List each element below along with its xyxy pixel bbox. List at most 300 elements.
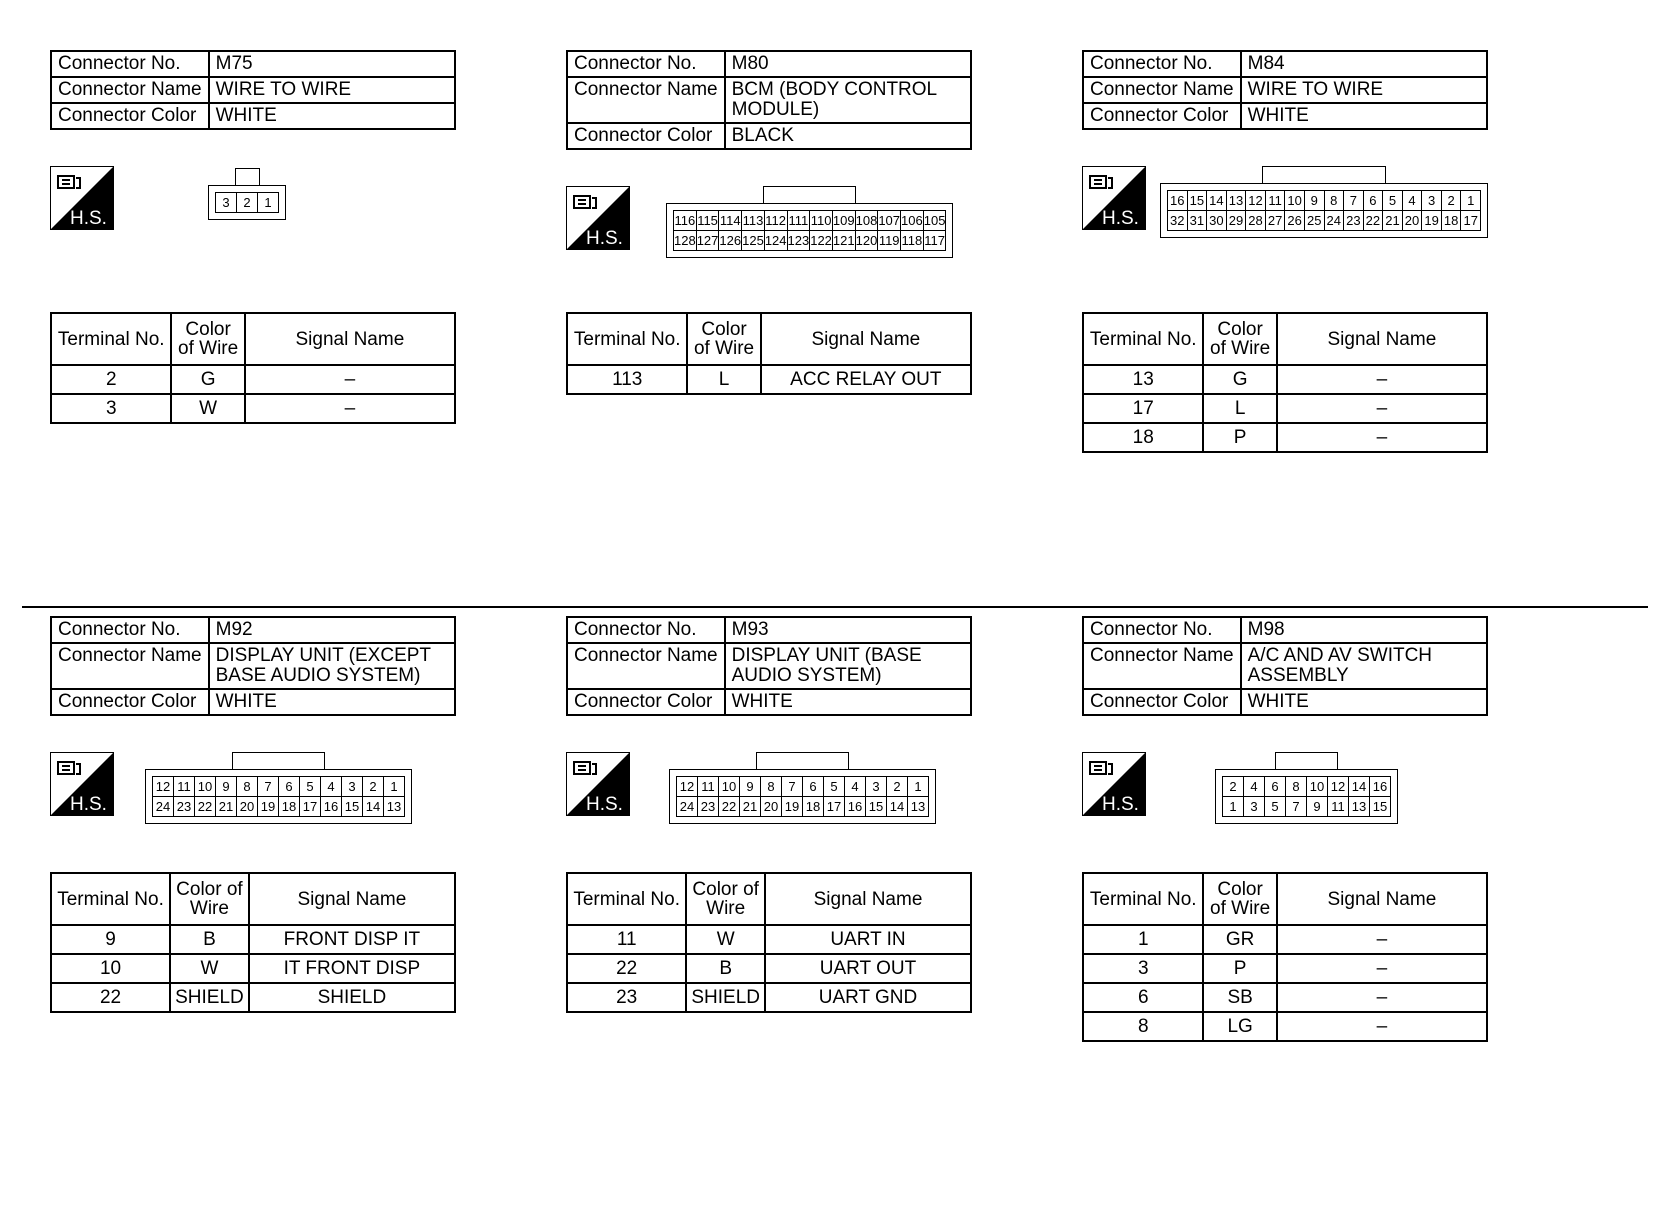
connector-color-row: [51, 103, 455, 129]
terminal-table: [1082, 312, 1488, 453]
connector-lock-tab: [756, 752, 849, 769]
wire-color-cell: SHIELD: [170, 983, 249, 1012]
pin-4: 4: [845, 777, 866, 797]
connector-color-label: Connector Color: [51, 103, 209, 129]
connector-name-row: [1083, 643, 1487, 689]
signal-name-cell: UART GND: [765, 983, 971, 1012]
connector-color-label: Connector Color: [567, 123, 725, 149]
pin-121: 121: [832, 231, 855, 251]
wire-color-cell: W: [170, 954, 249, 983]
terminal-no-cell: 17: [1083, 394, 1203, 423]
pin-row: [1168, 191, 1481, 211]
pin-12: 12: [677, 777, 698, 797]
connector-no-row: [1083, 51, 1487, 77]
connector-no-row: [567, 51, 971, 77]
pin-4: 4: [321, 777, 342, 797]
pin-12: 12: [1246, 191, 1266, 211]
signal-name-cell: –: [245, 365, 455, 394]
pin-23: 23: [174, 797, 195, 817]
connector-color-label: Connector Color: [1083, 103, 1241, 129]
connector-name-label: Connector Name: [51, 77, 209, 103]
signal-name-header: Signal Name: [245, 313, 455, 365]
signal-name-cell: IT FRONT DISP: [249, 954, 455, 983]
pin-108: 108: [855, 211, 878, 231]
pin-7: 7: [782, 777, 803, 797]
pin-32: 32: [1168, 211, 1188, 231]
terminal-header-row: [567, 313, 971, 365]
terminal-row: [51, 983, 455, 1012]
signal-name-header: Signal Name: [1277, 313, 1487, 365]
connector-color-row: [567, 123, 971, 149]
terminal-no-cell: 3: [51, 394, 171, 423]
terminal-no-cell: 22: [51, 983, 170, 1012]
harness-side-icon: [50, 166, 114, 230]
terminal-row: [567, 983, 971, 1012]
terminal-table: [50, 872, 456, 1013]
pin-15: 15: [342, 797, 363, 817]
wire-color-cell: P: [1203, 954, 1276, 983]
pin-2: 2: [887, 777, 908, 797]
connector-lock-tab: [232, 752, 325, 769]
pin-11: 11: [1265, 191, 1285, 211]
pin-3: 3: [1244, 797, 1265, 817]
svg-text:H.S.: H.S.: [586, 228, 623, 249]
pin-16: 16: [845, 797, 866, 817]
connector-color-row: [1083, 689, 1487, 715]
pin-row: [1168, 211, 1481, 231]
harness-side-icon: [1082, 166, 1146, 230]
terminal-no-cell: 8: [1083, 1012, 1203, 1041]
connector-color-label: Connector Color: [567, 689, 725, 715]
pin-126: 126: [719, 231, 742, 251]
connector-info-table: [1082, 50, 1488, 130]
pin-18: 18: [279, 797, 300, 817]
pin-112: 112: [764, 211, 787, 231]
pin-2: 2: [1223, 777, 1244, 797]
pin-107: 107: [878, 211, 901, 231]
terminal-no-header: Terminal No.: [567, 873, 686, 925]
pin-21: 21: [740, 797, 761, 817]
pin-7: 7: [258, 777, 279, 797]
terminal-no-header: Terminal No.: [51, 313, 171, 365]
pin-24: 24: [153, 797, 174, 817]
connector-name-label: Connector Name: [567, 77, 725, 123]
connector-info-table: [50, 616, 456, 716]
pin-6: 6: [803, 777, 824, 797]
pin-119: 119: [878, 231, 901, 251]
pin-8: 8: [1286, 777, 1307, 797]
wire-color-cell: L: [687, 365, 760, 394]
connector-diagram: [1160, 166, 1488, 238]
pin-127: 127: [696, 231, 719, 251]
connector-color-row: [1083, 103, 1487, 129]
signal-name-cell: –: [1277, 365, 1487, 394]
pin-14: 14: [887, 797, 908, 817]
pin-row: [677, 797, 929, 817]
pin-9: 9: [1307, 797, 1328, 817]
pin-15: 15: [1370, 797, 1391, 817]
pin-5: 5: [1265, 797, 1286, 817]
connector-no-value: M92: [209, 617, 455, 643]
connector-name-row: [567, 643, 971, 689]
connector-name-row: [51, 643, 455, 689]
connector-name-row: [567, 77, 971, 123]
pin-7: 7: [1344, 191, 1364, 211]
pin-110: 110: [810, 211, 833, 231]
pin-19: 19: [1422, 211, 1442, 231]
terminal-no-cell: 3: [1083, 954, 1203, 983]
signal-name-cell: –: [1277, 925, 1487, 954]
svg-text:H.S.: H.S.: [1102, 208, 1139, 229]
terminal-no-header: Terminal No.: [1083, 873, 1203, 925]
terminal-no-cell: 2: [51, 365, 171, 394]
signal-name-cell: ACC RELAY OUT: [761, 365, 971, 394]
connector-no-value: M93: [725, 617, 971, 643]
pin-17: 17: [824, 797, 845, 817]
pin-grid: [152, 776, 405, 817]
pin-row: [153, 797, 405, 817]
pin-10: 10: [195, 777, 216, 797]
pin-4: 4: [1402, 191, 1422, 211]
color-of-wire-header: Color of Wire: [686, 873, 765, 925]
wire-color-cell: G: [171, 365, 244, 394]
signal-name-cell: –: [1277, 1012, 1487, 1041]
connector-block-m84: [1082, 50, 1488, 448]
pin-10: 10: [1285, 191, 1305, 211]
pin-10: 10: [1307, 777, 1328, 797]
connector-no-label: Connector No.: [51, 617, 209, 643]
signal-name-cell: SHIELD: [249, 983, 455, 1012]
terminal-no-cell: 22: [567, 954, 686, 983]
connector-color-value: WHITE: [209, 689, 455, 715]
terminal-row: [51, 954, 455, 983]
terminal-row: [1083, 983, 1487, 1012]
pin-11: 11: [698, 777, 719, 797]
connector-info-table: [50, 50, 456, 130]
harness-side-icon: [566, 752, 630, 816]
harness-side-icon: [566, 186, 630, 250]
pin-row: [216, 193, 279, 213]
signal-name-header: Signal Name: [249, 873, 455, 925]
pin-21: 21: [216, 797, 237, 817]
signal-name-cell: –: [1277, 423, 1487, 452]
connector-color-row: [567, 689, 971, 715]
connector-name-value: DISPLAY UNIT (EXCEPT BASE AUDIO SYSTEM): [209, 643, 455, 689]
terminal-no-cell: 1: [1083, 925, 1203, 954]
connector-diagram: [666, 186, 953, 258]
pin-16: 16: [1168, 191, 1188, 211]
terminal-header-row: [51, 313, 455, 365]
pin-row: [674, 231, 946, 251]
terminal-row: [1083, 1012, 1487, 1041]
pin-128: 128: [674, 231, 697, 251]
pin-23: 23: [698, 797, 719, 817]
terminal-header-row: [1083, 313, 1487, 365]
connector-housing: [208, 185, 286, 220]
pin-124: 124: [764, 231, 787, 251]
pin-10: 10: [719, 777, 740, 797]
pin-17: 17: [1461, 211, 1481, 231]
pin-13: 13: [1349, 797, 1370, 817]
pin-118: 118: [901, 231, 924, 251]
pin-21: 21: [1383, 211, 1403, 231]
pin-6: 6: [1265, 777, 1286, 797]
pin-22: 22: [1363, 211, 1383, 231]
pin-row: [1223, 797, 1391, 817]
pin-116: 116: [674, 211, 697, 231]
pin-114: 114: [719, 211, 742, 231]
pin-17: 17: [300, 797, 321, 817]
terminal-no-cell: 113: [567, 365, 687, 394]
terminal-header-row: [51, 873, 455, 925]
wire-color-cell: SB: [1203, 983, 1276, 1012]
svg-text:H.S.: H.S.: [70, 794, 107, 815]
connector-no-label: Connector No.: [567, 617, 725, 643]
pin-3: 3: [216, 193, 237, 213]
pin-23: 23: [1344, 211, 1364, 231]
pin-6: 6: [279, 777, 300, 797]
pin-grid: [673, 210, 946, 251]
pin-27: 27: [1265, 211, 1285, 231]
wire-color-cell: L: [1203, 394, 1276, 423]
connector-lock-tab: [235, 168, 260, 185]
connector-no-row: [1083, 617, 1487, 643]
wire-color-cell: W: [171, 394, 244, 423]
pin-3: 3: [866, 777, 887, 797]
signal-name-header: Signal Name: [1277, 873, 1487, 925]
pin-16: 16: [1370, 777, 1391, 797]
section-divider: [22, 606, 1648, 608]
terminal-header-row: [567, 873, 971, 925]
terminal-row: [1083, 954, 1487, 983]
pin-row: [677, 777, 929, 797]
pin-13: 13: [1226, 191, 1246, 211]
pin-2: 2: [363, 777, 384, 797]
wire-color-cell: W: [686, 925, 765, 954]
connector-no-label: Connector No.: [1083, 51, 1241, 77]
pin-19: 19: [258, 797, 279, 817]
connector-color-row: [51, 689, 455, 715]
connector-housing: [669, 769, 936, 824]
pin-22: 22: [195, 797, 216, 817]
pin-7: 7: [1286, 797, 1307, 817]
terminal-no-cell: 11: [567, 925, 686, 954]
pin-18: 18: [1441, 211, 1461, 231]
terminal-no-header: Terminal No.: [567, 313, 687, 365]
terminal-row: [1083, 394, 1487, 423]
terminal-no-cell: 9: [51, 925, 170, 954]
pin-11: 11: [1328, 797, 1349, 817]
connector-housing: [1160, 183, 1488, 238]
signal-name-cell: –: [1277, 983, 1487, 1012]
pin-row: [674, 211, 946, 231]
pin-14: 14: [363, 797, 384, 817]
pin-4: 4: [1244, 777, 1265, 797]
terminal-no-header: Terminal No.: [1083, 313, 1203, 365]
pin-24: 24: [677, 797, 698, 817]
pin-113: 113: [742, 211, 765, 231]
pin-31: 31: [1187, 211, 1207, 231]
pin-1: 1: [1223, 797, 1244, 817]
pin-6: 6: [1363, 191, 1383, 211]
connector-info-table: [1082, 616, 1488, 716]
connector-name-value: DISPLAY UNIT (BASE AUDIO SYSTEM): [725, 643, 971, 689]
connector-diagram: [1215, 752, 1398, 824]
wire-color-cell: P: [1203, 423, 1276, 452]
terminal-no-header: Terminal No.: [51, 873, 170, 925]
connector-lock-tab: [763, 186, 856, 203]
connector-no-value: M75: [209, 51, 455, 77]
pin-122: 122: [810, 231, 833, 251]
signal-name-header: Signal Name: [761, 313, 971, 365]
wire-color-cell: GR: [1203, 925, 1276, 954]
connector-lock-tab: [1262, 166, 1386, 183]
pin-20: 20: [761, 797, 782, 817]
pin-8: 8: [1324, 191, 1344, 211]
wire-color-cell: B: [170, 925, 249, 954]
pin-13: 13: [384, 797, 405, 817]
connector-housing: [666, 203, 953, 258]
connector-diagram: [669, 752, 936, 824]
pin-105: 105: [923, 211, 946, 231]
terminal-row: [1083, 365, 1487, 394]
pin-5: 5: [300, 777, 321, 797]
connector-color-value: WHITE: [1241, 103, 1487, 129]
terminal-table: [566, 872, 972, 1013]
signal-name-header: Signal Name: [765, 873, 971, 925]
connector-color-label: Connector Color: [1083, 689, 1241, 715]
pin-11: 11: [174, 777, 195, 797]
signal-name-cell: UART OUT: [765, 954, 971, 983]
connector-name-label: Connector Name: [1083, 643, 1241, 689]
pin-15: 15: [1187, 191, 1207, 211]
pin-2: 2: [237, 193, 258, 213]
svg-text:H.S.: H.S.: [1102, 794, 1139, 815]
terminal-row: [567, 954, 971, 983]
signal-name-cell: –: [245, 394, 455, 423]
pin-20: 20: [237, 797, 258, 817]
pin-30: 30: [1207, 211, 1227, 231]
connector-housing: [1215, 769, 1398, 824]
connector-block-m80: [566, 50, 972, 390]
connector-lock-tab: [1275, 752, 1338, 769]
pin-12: 12: [153, 777, 174, 797]
pin-111: 111: [787, 211, 810, 231]
pin-13: 13: [908, 797, 929, 817]
pin-9: 9: [1304, 191, 1324, 211]
color-of-wire-header: Color of Wire: [170, 873, 249, 925]
connector-no-row: [51, 51, 455, 77]
terminal-row: [567, 925, 971, 954]
connector-color-value: WHITE: [725, 689, 971, 715]
svg-text:H.S.: H.S.: [586, 794, 623, 815]
pin-5: 5: [1383, 191, 1403, 211]
pin-grid: [215, 192, 279, 213]
terminal-no-cell: 6: [1083, 983, 1203, 1012]
pin-120: 120: [855, 231, 878, 251]
harness-side-icon: [1082, 752, 1146, 816]
terminal-no-cell: 10: [51, 954, 170, 983]
color-of-wire-header: Color of Wire: [1203, 313, 1276, 365]
connector-no-value: M80: [725, 51, 971, 77]
pin-row: [153, 777, 405, 797]
terminal-header-row: [1083, 873, 1487, 925]
connector-no-label: Connector No.: [567, 51, 725, 77]
connector-name-value: WIRE TO WIRE: [209, 77, 455, 103]
connector-info-table: [566, 50, 972, 150]
connector-diagram: [208, 168, 286, 220]
pin-8: 8: [761, 777, 782, 797]
color-of-wire-header: Color of Wire: [687, 313, 760, 365]
pin-123: 123: [787, 231, 810, 251]
signal-name-cell: UART IN: [765, 925, 971, 954]
terminal-no-cell: 23: [567, 983, 686, 1012]
pin-1: 1: [258, 193, 279, 213]
pin-9: 9: [216, 777, 237, 797]
connector-name-row: [51, 77, 455, 103]
connector-color-value: WHITE: [1241, 689, 1487, 715]
color-of-wire-header: Color of Wire: [1203, 873, 1276, 925]
pin-22: 22: [719, 797, 740, 817]
pin-12: 12: [1328, 777, 1349, 797]
connector-name-label: Connector Name: [567, 643, 725, 689]
terminal-table: [1082, 872, 1488, 1042]
pin-25: 25: [1304, 211, 1324, 231]
connector-no-value: M98: [1241, 617, 1487, 643]
pin-106: 106: [901, 211, 924, 231]
pin-5: 5: [824, 777, 845, 797]
terminal-no-cell: 18: [1083, 423, 1203, 452]
connector-color-value: WHITE: [209, 103, 455, 129]
terminal-table: [50, 312, 456, 424]
connector-no-label: Connector No.: [1083, 617, 1241, 643]
connector-no-row: [567, 617, 971, 643]
connector-block-m93: [566, 616, 972, 1008]
pin-115: 115: [696, 211, 719, 231]
wire-color-cell: G: [1203, 365, 1276, 394]
connector-name-label: Connector Name: [1083, 77, 1241, 103]
pin-109: 109: [832, 211, 855, 231]
terminal-table: [566, 312, 972, 395]
connector-name-value: A/C AND AV SWITCH ASSEMBLY: [1241, 643, 1487, 689]
pin-3: 3: [342, 777, 363, 797]
connector-no-label: Connector No.: [51, 51, 209, 77]
connector-info-table: [566, 616, 972, 716]
terminal-row: [51, 394, 455, 423]
pin-18: 18: [803, 797, 824, 817]
pin-row: [1223, 777, 1391, 797]
connector-name-label: Connector Name: [51, 643, 209, 689]
signal-name-cell: –: [1277, 394, 1487, 423]
pin-15: 15: [866, 797, 887, 817]
harness-side-icon: [50, 752, 114, 816]
terminal-row: [51, 925, 455, 954]
color-of-wire-header: Color of Wire: [171, 313, 244, 365]
pin-16: 16: [321, 797, 342, 817]
pin-28: 28: [1246, 211, 1266, 231]
pin-grid: [676, 776, 929, 817]
pin-24: 24: [1324, 211, 1344, 231]
connector-block-m75: [50, 50, 456, 419]
svg-text:H.S.: H.S.: [70, 208, 107, 229]
pin-grid: [1222, 776, 1391, 817]
connector-diagram: [145, 752, 412, 824]
pin-grid: [1167, 190, 1481, 231]
terminal-row: [51, 365, 455, 394]
wire-color-cell: SHIELD: [686, 983, 765, 1012]
pin-9: 9: [740, 777, 761, 797]
pin-26: 26: [1285, 211, 1305, 231]
